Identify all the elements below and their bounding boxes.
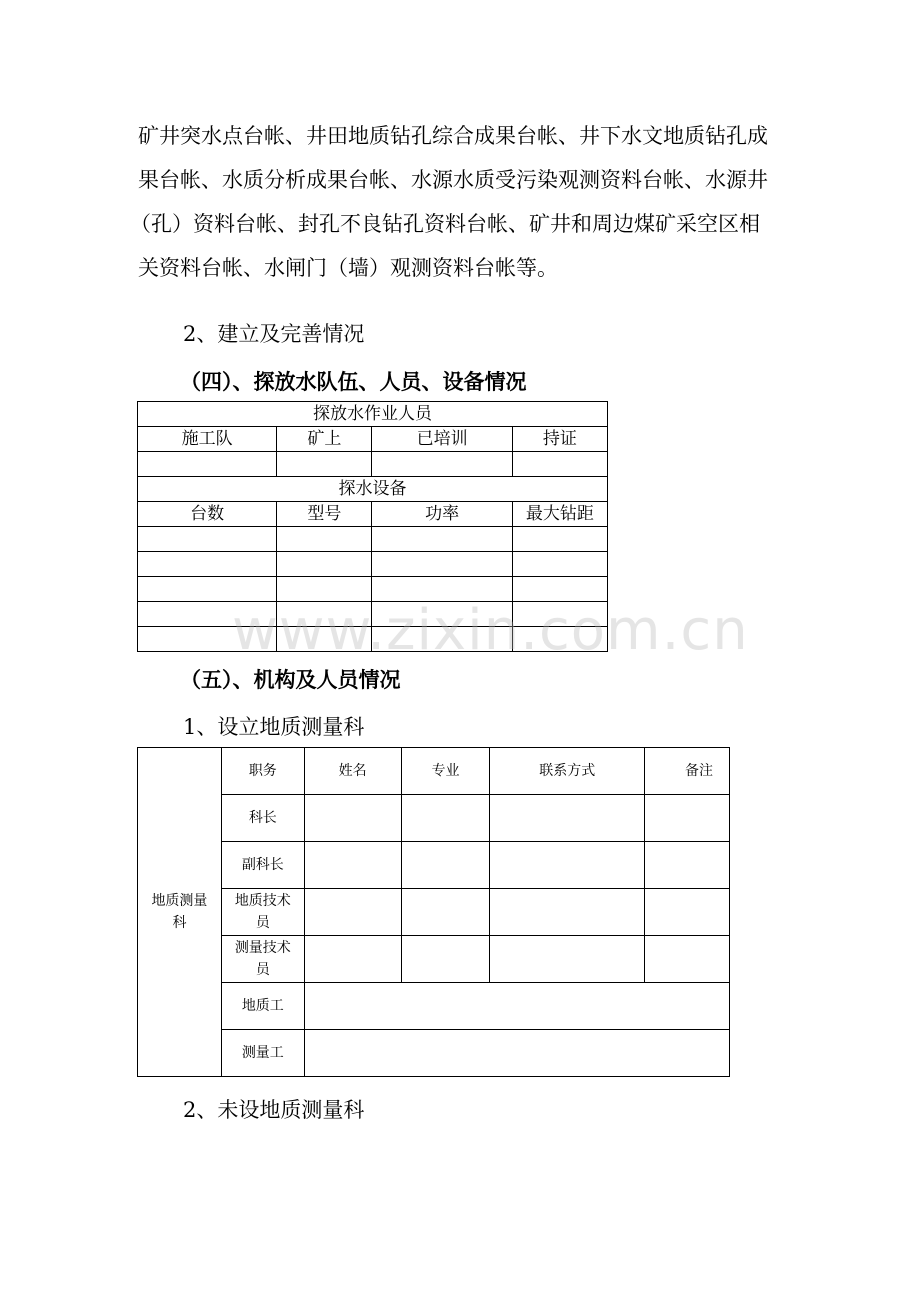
equipment-title: 探水设备: [138, 477, 608, 502]
table-cell: [512, 552, 607, 577]
header-mine: 矿上: [277, 427, 372, 452]
intro-line-4: 关资料台帐、水闸门（墙）观测资料台帐等。: [138, 256, 558, 280]
role-geology-worker: 地质工: [221, 983, 304, 1030]
table-cell: [138, 452, 277, 477]
header-name: 姓名: [304, 748, 401, 795]
table-row: [138, 402, 608, 427]
intro-line-1: 矿井突水点台帐、井田地质钻孔综合成果台帐、井下水文地质钻孔成: [138, 124, 768, 148]
table-cell: [277, 452, 372, 477]
section-4-heading: （四）、探放水队伍、人员、设备情况: [180, 369, 527, 394]
role-survey-technician: 测量技术员: [221, 936, 304, 983]
table-cell: [304, 889, 401, 936]
header-position: 职务: [221, 748, 304, 795]
intro-paragraph: [130, 114, 788, 290]
table-cell: [490, 842, 645, 889]
table-row: [138, 477, 608, 502]
table-row: [138, 552, 608, 577]
header-power: 功率: [372, 502, 512, 527]
role-section-chief: 科长: [221, 795, 304, 842]
table-cell: [138, 527, 277, 552]
section-5-heading: （五）、机构及人员情况: [180, 667, 401, 692]
table-cell: [401, 936, 490, 983]
table-cell: [490, 795, 645, 842]
watermark: www.zixin.com.cn: [232, 598, 749, 663]
table-row: [138, 983, 730, 1030]
table-cell: [490, 936, 645, 983]
table-cell: [304, 936, 401, 983]
header-contact: 联系方式: [490, 748, 645, 795]
item-2-dept-not-established: 2、未设地质测量科: [183, 1098, 365, 1122]
role-survey-worker: 测量工: [221, 1030, 304, 1077]
table-row: [138, 502, 608, 527]
table-cell: [304, 842, 401, 889]
table-cell: [645, 842, 730, 889]
role-geology-technician: 地质技术员: [221, 889, 304, 936]
table-row: [138, 748, 730, 795]
table-cell: [372, 552, 512, 577]
table-cell: [645, 936, 730, 983]
header-remarks: 备注: [645, 748, 730, 795]
table-cell: [512, 452, 607, 477]
table-cell: [138, 552, 277, 577]
role-deputy-chief: 副科长: [221, 842, 304, 889]
dept-staff-table: [137, 747, 730, 1077]
table-cell: [304, 983, 729, 1030]
table-cell: [645, 795, 730, 842]
dept-label: 地质测量科: [138, 748, 222, 1077]
table-row: [138, 889, 730, 936]
table-cell: [645, 889, 730, 936]
header-trained: 已培训: [372, 427, 512, 452]
table-cell: [304, 1030, 729, 1077]
table-cell: [401, 889, 490, 936]
intro-line-2: 果台帐、水质分析成果台帐、水源水质受污染观测资料台帐、水源井: [138, 168, 768, 192]
table-cell: [401, 842, 490, 889]
header-count: 台数: [138, 502, 277, 527]
table-cell: [372, 452, 512, 477]
table-row: [138, 936, 730, 983]
table-row: [138, 1030, 730, 1077]
personnel-title: 探放水作业人员: [138, 402, 608, 427]
table-row: [138, 427, 608, 452]
table-cell: [372, 527, 512, 552]
table-cell: [401, 795, 490, 842]
table-row: [138, 795, 730, 842]
table-cell: [277, 527, 372, 552]
table-cell: [490, 889, 645, 936]
header-model: 型号: [277, 502, 372, 527]
table-row: [138, 452, 608, 477]
table-cell: [512, 527, 607, 552]
intro-line-3: （孔）资料台帐、封孔不良钻孔资料台帐、矿井和周边煤矿采空区相: [130, 212, 760, 236]
header-specialty: 专业: [401, 748, 490, 795]
table-cell: [277, 552, 372, 577]
header-max-distance: 最大钻距: [512, 502, 607, 527]
header-team: 施工队: [138, 427, 277, 452]
header-certified: 持证: [512, 427, 607, 452]
item-2-build-status: 2、建立及完善情况: [183, 322, 365, 346]
table-row: [138, 842, 730, 889]
table-cell: [304, 795, 401, 842]
item-1-dept-established: 1、设立地质测量科: [183, 715, 365, 739]
table-row: [138, 527, 608, 552]
